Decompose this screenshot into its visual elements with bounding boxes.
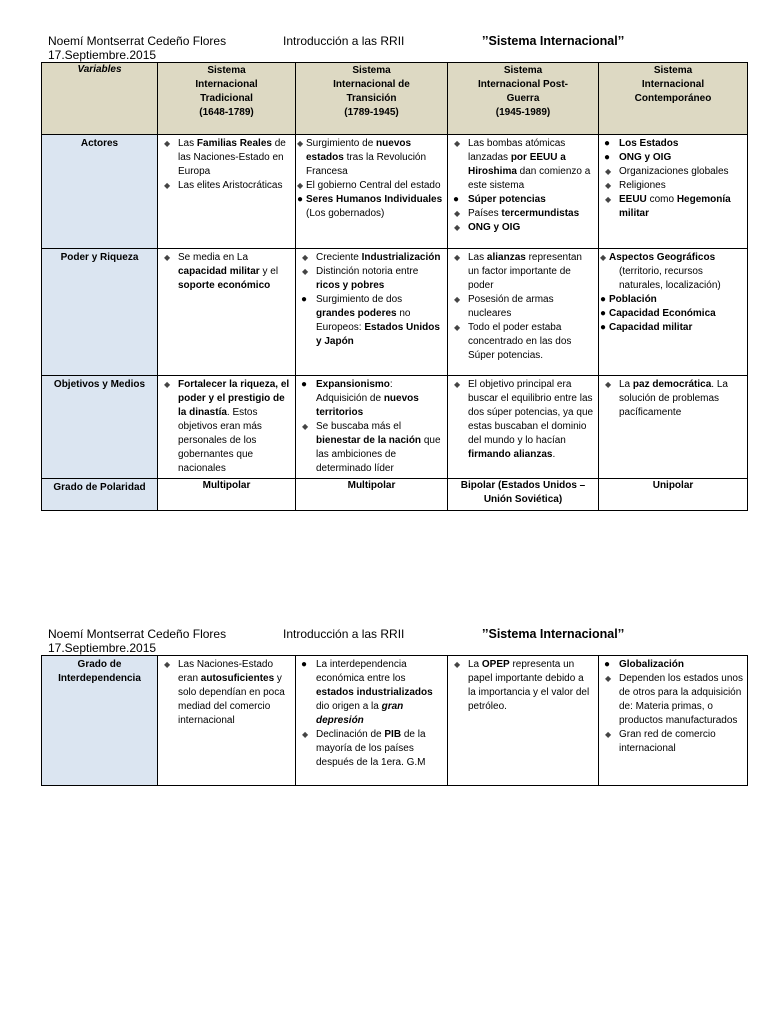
text-span: capacidad militar (178, 266, 260, 277)
text-span: Transición (346, 93, 397, 104)
text-span: Todo el poder estaba concentrado en las dos Súper potencias. (468, 322, 572, 361)
text-span: de la mayoría de los países después de la 1era. G.M (316, 729, 426, 768)
bullet-icon: ◆ (164, 181, 171, 190)
bullet-icon: ● (301, 659, 308, 670)
bullet-icon: ◆ (454, 209, 461, 218)
text-span: (territorio, recursos naturales, localización) (619, 266, 721, 291)
text-span: EEUU (619, 194, 647, 205)
cell-poder-post-war (448, 249, 599, 376)
text-span: Hegemonía militar (619, 194, 731, 219)
bullet-icon: ● (604, 138, 611, 149)
text-span: Internacional de (333, 79, 410, 90)
text-span: Religiones (619, 180, 666, 191)
bullet-icon: ◆ (164, 660, 171, 669)
row-objetivos (42, 376, 748, 479)
text-span: ONG y OIG (619, 152, 672, 163)
text-span: que las ambiciones de determinado líder (316, 435, 441, 474)
text-span: soporte económico (178, 280, 271, 291)
cell-poder-contemporary (599, 249, 748, 376)
text-span: Gran red de comercio internacional (619, 729, 716, 754)
bullet-icon: ◆ (302, 253, 309, 262)
cell-polaridad-post-war: Bipolar (Estados Unidos – Unión Soviética) (448, 479, 599, 511)
text-span: de las Naciones-Estado en Europa (178, 138, 286, 177)
document-title: ’’Sistema Internacional’’ (482, 34, 625, 48)
text-span: paz democrática (632, 379, 712, 390)
text-span: dio origen a la (316, 701, 382, 712)
text-span: Surgimiento de (306, 138, 377, 149)
text-span: Surgimiento de dos (316, 294, 403, 305)
bullet-icon: ◆ (297, 181, 304, 190)
text-span: . La solución de problemas pacíficamente (619, 379, 728, 418)
cell-actores-contemporary (599, 135, 748, 249)
bullet-icon: ◆ (605, 730, 612, 739)
text-span: Capacidad militar (609, 322, 693, 333)
text-span: Seres Humanos Individuales (306, 194, 443, 205)
row-label-polaridad: Grado de Polaridad (42, 479, 158, 511)
text-span: por EEUU a Hiroshima (468, 152, 566, 177)
bullet-icon: ◆ (454, 660, 461, 669)
text-span: Las elites Aristocráticas (178, 180, 283, 191)
text-span: tras la Revolución Francesa (306, 152, 427, 177)
text-span: Países (468, 208, 502, 219)
text-span: Internacional (641, 79, 705, 90)
text-span: tercermundistas (501, 208, 580, 219)
text-span: ONG y OIG (468, 222, 521, 233)
cell-objetivos-traditional (158, 376, 296, 479)
cell-actores-transition (296, 135, 448, 249)
bullet-icon: ◆ (605, 195, 612, 204)
text-span: Las (178, 138, 197, 149)
text-span: Estados Unidos y Japón (316, 322, 440, 347)
cell-poder-traditional (158, 249, 296, 376)
bullet-icon: ◆ (605, 181, 612, 190)
bullet-icon: ◆ (605, 167, 612, 176)
text-span: gran depresión (316, 701, 404, 726)
bullet-icon: ● (297, 194, 304, 205)
header-contemporary (599, 63, 748, 135)
cell-poder-transition (296, 249, 448, 376)
text-span: Familias Reales (196, 138, 272, 149)
text-span: La (619, 379, 633, 390)
bullet-icon: ◆ (164, 253, 171, 262)
course-name: Introducción a las RRII (283, 34, 405, 48)
bullet-icon: ● (604, 659, 611, 670)
bullet-icon: ◆ (605, 674, 612, 683)
bullet-icon: ● (604, 152, 611, 163)
cell-actores-traditional (158, 135, 296, 249)
bullet-icon: ◆ (454, 253, 461, 262)
text-span: Creciente (316, 252, 362, 263)
row-poder (42, 249, 748, 376)
text-span: y el (259, 266, 279, 277)
text-span: alianzas (486, 252, 526, 263)
text-span: firmando alianzas (468, 449, 553, 460)
text-span: (Los gobernados) (306, 208, 385, 219)
text-span: : Adquisición de (316, 379, 393, 404)
text-span: nuevos territorios (316, 393, 419, 418)
bullet-icon: ◆ (164, 380, 171, 389)
bullet-icon: ◆ (454, 223, 461, 232)
text-span: Población (609, 294, 657, 305)
text-span: nuevos estados (306, 138, 412, 163)
row-label-interdependencia: Grado de Interdependencia (42, 656, 158, 786)
row-polaridad (42, 479, 748, 511)
bullet-icon: ◆ (605, 380, 612, 389)
text-span: representa un papel importante debido a la importancia y el valor del petróleo. (468, 659, 590, 712)
page-header-2 (48, 627, 748, 657)
text-span: Globalización (619, 659, 685, 670)
bullet-icon: ● (301, 379, 308, 390)
text-span: ricos y pobres (316, 280, 385, 291)
text-span: estados industrializados (316, 687, 433, 698)
bullet-icon: ◆ (454, 139, 461, 148)
text-span: Posesión de armas nucleares (468, 294, 554, 319)
text-span: Internacional (195, 79, 258, 90)
cell-inter-transition (296, 656, 448, 786)
text-span: Se buscaba más el (316, 421, 402, 432)
bullet-icon: ◆ (600, 253, 607, 262)
bullet-icon: ● (600, 308, 607, 319)
bullet-icon: ◆ (297, 139, 304, 148)
document-date: 17.Septiembre.2015 (48, 641, 157, 655)
bullet-icon: ◆ (302, 422, 309, 431)
text-span: (1945-1989) (495, 107, 551, 118)
author-name: Noemí Montserrat Cedeño Flores (48, 627, 227, 641)
cell-actores-post-war (448, 135, 599, 249)
text-span: Aspectos Geográficos (609, 252, 716, 263)
text-span: Los Estados (619, 138, 679, 149)
text-span: PIB (384, 729, 402, 740)
text-span: Organizaciones globales (619, 166, 729, 177)
text-span: El gobierno Central del estado (306, 180, 441, 191)
text-span: Distinción notoria entre (316, 266, 419, 277)
header-post-war (448, 63, 599, 135)
row-actores (42, 135, 748, 249)
header-transition (296, 63, 448, 135)
text-span: Expansionismo (316, 379, 390, 390)
bullet-icon: ● (600, 322, 607, 333)
cell-inter-traditional (158, 656, 296, 786)
text-span: Fortalecer la riqueza, el poder y el prestigio de la dinastía (178, 379, 290, 418)
text-span: Internacional Post- (477, 79, 568, 90)
text-span: dan comienzo a este sistema (468, 166, 591, 191)
page-header-1 (48, 34, 748, 64)
text-span: Contemporáneo (634, 93, 712, 104)
text-span: Industrialización (361, 252, 441, 263)
text-span: Sistema (653, 65, 693, 76)
author-name: Noemí Montserrat Cedeño Flores (48, 34, 227, 48)
cell-objetivos-post-war (448, 376, 599, 479)
bullet-icon: ◆ (302, 730, 309, 739)
text-span: OPEP (481, 659, 510, 670)
row-interdependencia (42, 656, 748, 786)
document-date: 17.Septiembre.2015 (48, 48, 157, 62)
bullet-icon: ◆ (164, 139, 171, 148)
text-span: Sistema (503, 65, 543, 76)
text-span: . Estos objetivos eran más personales de los gobernantes que nacionales (178, 407, 262, 474)
text-span: Las bombas atómicas lanzadas (468, 138, 566, 163)
cell-inter-contemporary (599, 656, 748, 786)
text-span: Súper potencias (468, 194, 546, 205)
text-span: no Europeos: (316, 308, 411, 333)
text-span: como (646, 194, 677, 205)
text-span: Se media en La (178, 252, 249, 263)
document-title: ’’Sistema Internacional’’ (482, 627, 625, 641)
bullet-icon: ◆ (454, 295, 461, 304)
text-span: Sistema (352, 65, 391, 76)
comparison-table (41, 62, 748, 511)
row-label-poder: Poder y Riqueza (42, 249, 158, 376)
text-span: y solo dependían en poca mediad del comercio internacional (178, 673, 285, 726)
text-span: Dependen los estados unos de otros para la adquisición de: Materia primas, o productos manufacturados (619, 673, 743, 726)
bullet-icon: ◆ (454, 323, 461, 332)
text-span: Sistema (207, 65, 246, 76)
text-span: El objetivo principal era buscar el equilibrio entre las dos súper potencias, ya que estas buscaban el dominio del mundo y lo hacían (468, 379, 594, 446)
text-span: representan un factor importante de poder (468, 252, 582, 291)
text-span: bienestar de la nación (316, 435, 422, 446)
text-span: Las (468, 252, 487, 263)
text-span: Guerra (506, 93, 540, 104)
header-traditional (158, 63, 296, 135)
cell-inter-post-war (448, 656, 599, 786)
text-span: La (468, 659, 482, 670)
text-span: Declinación de (316, 729, 385, 740)
text-span: autosuficientes (200, 673, 275, 684)
text-span: Tradicional (200, 93, 253, 104)
interdependence-table (41, 655, 748, 786)
text-span: La interdependencia económica entre los (316, 659, 407, 684)
text-span: grandes poderes (316, 308, 397, 319)
bullet-icon: ◆ (454, 380, 461, 389)
variables-header: Variables (42, 63, 158, 135)
cell-polaridad-contemporary: Unipolar (599, 479, 748, 511)
header-row (42, 63, 748, 135)
text-span: (1648-1789) (199, 107, 254, 118)
bullet-icon: ● (453, 194, 460, 205)
cell-objetivos-transition (296, 376, 448, 479)
bullet-icon: ● (600, 294, 607, 305)
cell-polaridad-traditional: Multipolar (158, 479, 296, 511)
text-span: (1789-1945) (344, 107, 399, 118)
cell-polaridad-transition: Multipolar (296, 479, 448, 511)
text-span: Las Naciones-Estado eran (178, 659, 274, 684)
text-span: Capacidad Económica (609, 308, 716, 319)
row-label-objetivos: Objetivos y Medios (42, 376, 158, 479)
bullet-icon: ◆ (302, 267, 309, 276)
course-name: Introducción a las RRII (283, 627, 405, 641)
cell-objetivos-contemporary (599, 376, 748, 479)
row-label-actores: Actores (42, 135, 158, 249)
text-span: . (552, 449, 556, 460)
bullet-icon: ● (301, 294, 308, 305)
